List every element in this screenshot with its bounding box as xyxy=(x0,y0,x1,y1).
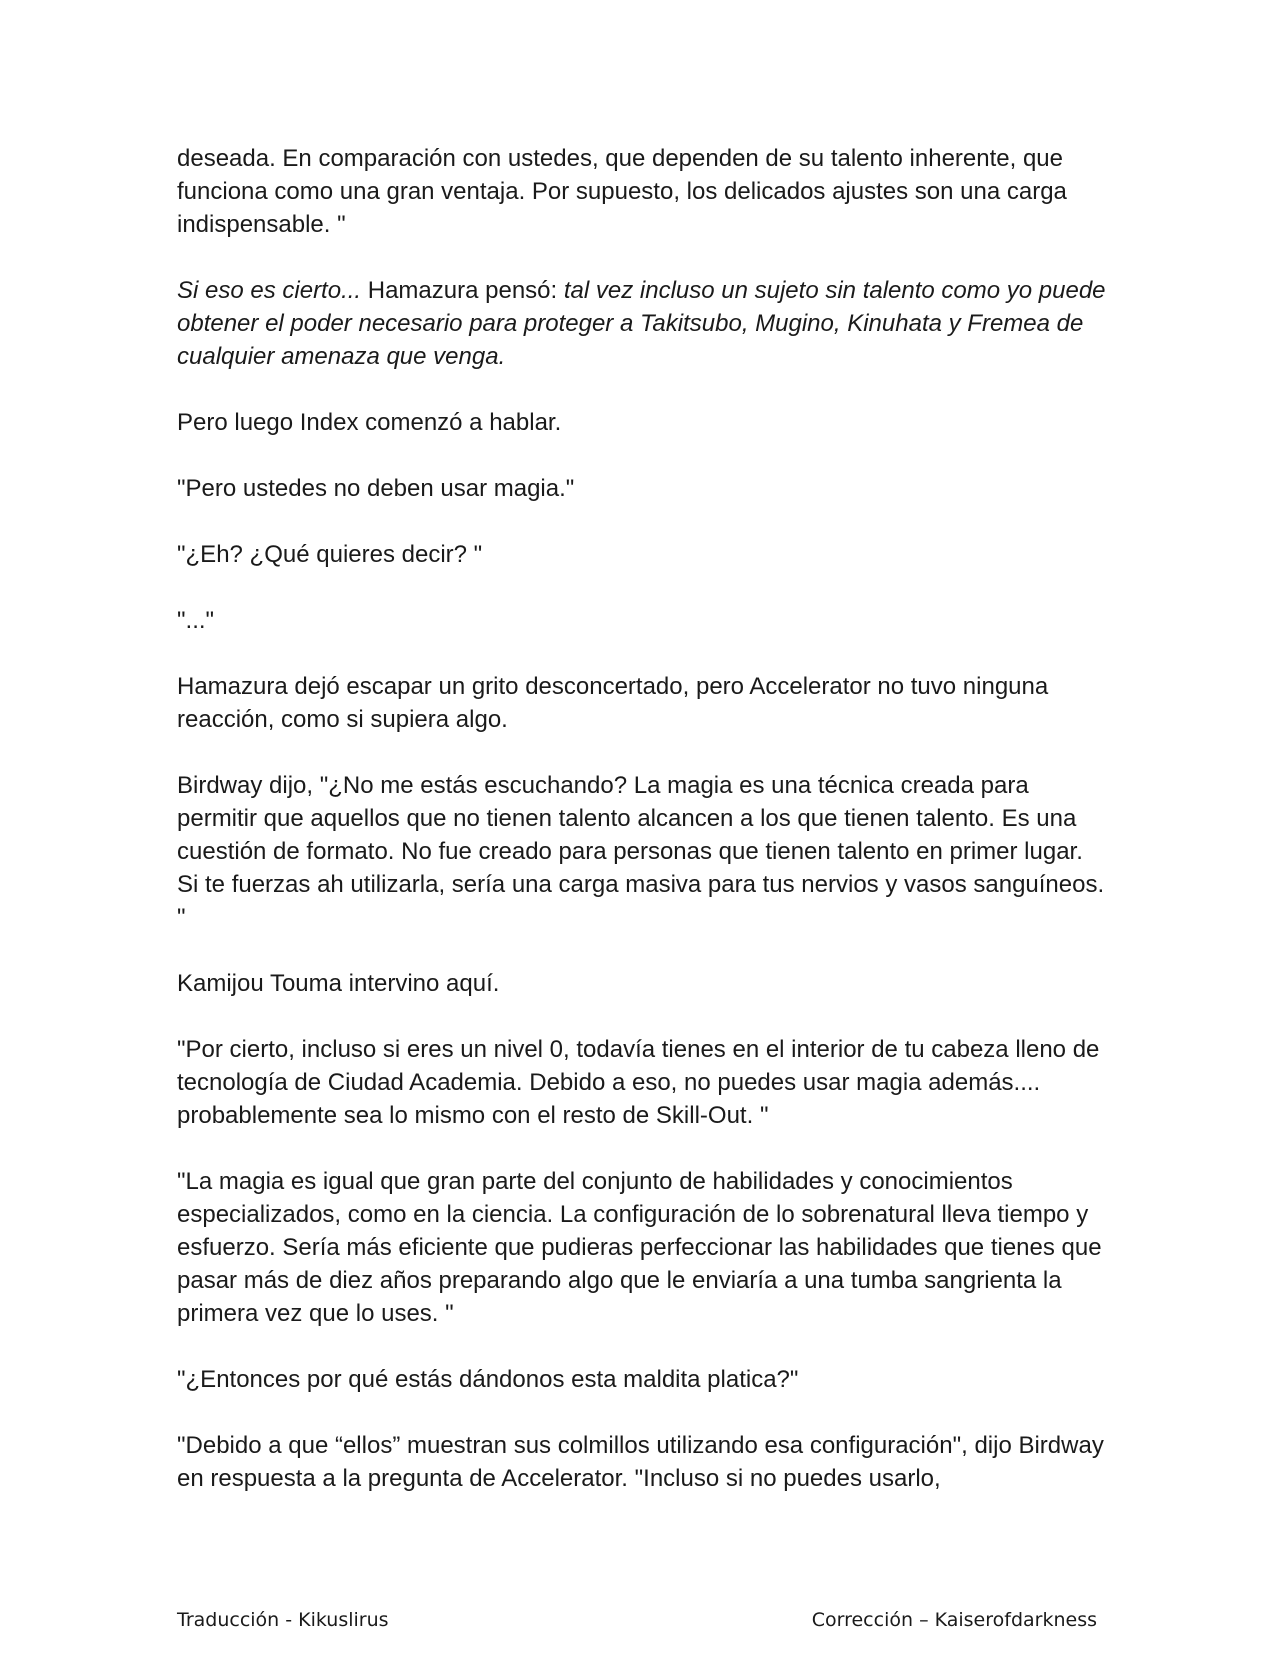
paragraph-1: deseada. En comparación con ustedes, que dependen de su talento inherente, que funciona como una gran ventaja. Por supuesto, los delicados ajustes son una carga indispensable. " xyxy=(177,145,1067,238)
paragraph-7: Hamazura dejó escapar un grito desconcertado, pero Accelerator no tuvo ninguna reacción, como si supiera algo. xyxy=(177,673,1049,733)
paragraph-2-narration: Hamazura pensó: xyxy=(361,277,564,304)
document-body xyxy=(177,142,1107,1495)
paragraph-13: "Debido a que “ellos” muestran sus colmillos utilizando esa configuración", dijo Birdway en respuesta a la pregunta de Accelerator. "Incluso si no puedes usarlo, xyxy=(177,1432,1104,1492)
paragraph-6: "..." xyxy=(177,607,215,634)
paragraph-5: "¿Eh? ¿Qué quieres decir? " xyxy=(177,541,483,568)
footer-translation-credit: Traducción - Kikuslirus xyxy=(177,1609,389,1631)
paragraph-4: "Pero ustedes no deben usar magia." xyxy=(177,475,575,502)
paragraph-2-thought-end: tal vez incluso un sujeto sin talento como yo puede obtener el poder necesario para proteger a Takitsubo, Mugino, Kinuhata y Fremea de cualquier amenaza que venga. xyxy=(177,277,1106,370)
paragraph-12: "¿Entonces por qué estás dándonos esta maldita platica?" xyxy=(177,1366,799,1393)
footer-correction-credit: Corrección – Kaiserofdarkness xyxy=(811,1609,1097,1631)
paragraph-2-thought-start: Si eso es cierto... xyxy=(177,277,362,304)
paragraph-3: Pero luego Index comenzó a hablar. xyxy=(177,409,562,436)
paragraph-9: Kamijou Touma intervino aquí. xyxy=(177,970,500,997)
paragraph-11: "La magia es igual que gran parte del conjunto de habilidades y conocimientos especializados, como en la ciencia. La configuración de lo sobrenatural lleva tiempo y esfuerzo. Sería más eficiente que pudieras perfeccionar las habilidades que tienes que pasar más de diez años preparando algo que le enviaría a una tumba sangrienta la primera vez que lo uses. " xyxy=(177,1168,1102,1327)
paragraph-8: Birdway dijo, "¿No me estás escuchando? La magia es una técnica creada para permitir que aquellos que no tienen talento alcancen a los que tienen talento. Es una cuestión de formato. No fue creado para personas que tienen talento en primer lugar. Si te fuerzas ah utilizarla, sería una carga masiva para tus nervios y vasos sanguíneos. " xyxy=(177,772,1105,931)
paragraph-10: "Por cierto, incluso si eres un nivel 0, todavía tienes en el interior de tu cabeza lleno de tecnología de Ciudad Academia. Debido a eso, no puedes usar magia además.... probablemente sea lo mismo con el resto de Skill-Out. " xyxy=(177,1036,1100,1129)
paragraph-2 xyxy=(177,274,1107,373)
